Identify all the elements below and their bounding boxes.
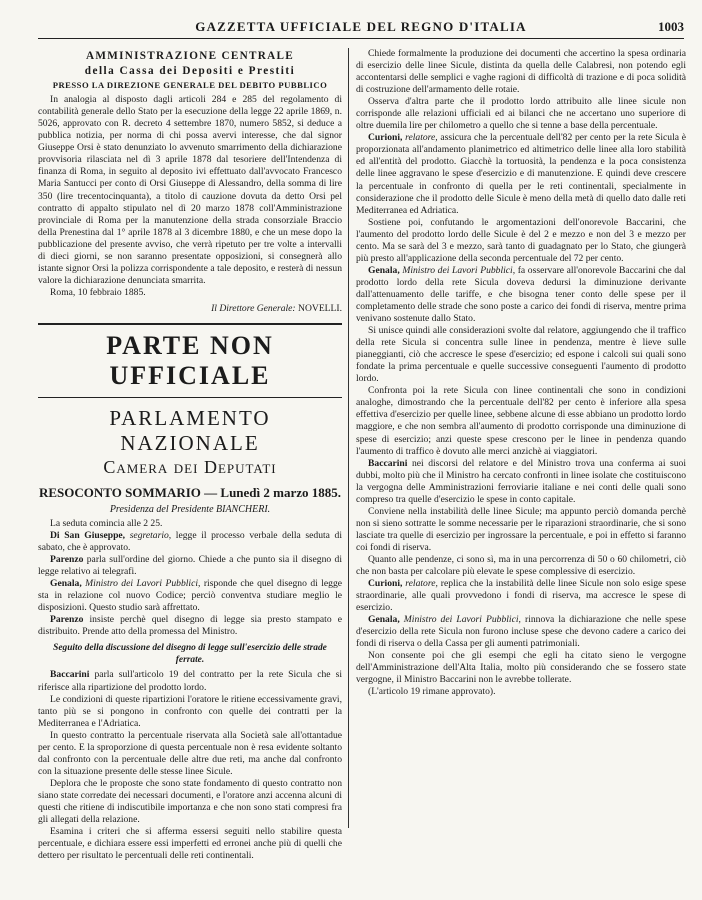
speaker-name: Baccarini <box>368 457 408 469</box>
paragraph <box>356 217 686 265</box>
paragraph-text: Confronta poi la rete Sicula con linee continentali che sono in condizioni analoghe, dimostrando che la percentuale dell'82 per cento è inferiore alla spesa effettiva d'esercizio per quelle linee, sebbene alcune di esse abbiano un prodotto lordo maggiore, e che non sembra all'aumento di prodotto corrisponde una diminuzione di spese di esercizio; anzi queste spese crescono per le linee in pendenza quando l'aumento di traffico è dovuto alle merci anzichè ai viaggiatori. <box>356 385 686 457</box>
paragraph <box>356 132 686 216</box>
speaker-name: Genala, <box>368 614 400 626</box>
paragraph-text: In questo contratto la percentuale riservata alla Società sale all'ottantadue per cento. E la sproporzione di questa percentuale non è resa evidente soltanto dal confronto con la percentuale delle altre due reti, ma anche dal confronto con la situazione presente delle stesse linee Sicule. <box>38 729 342 777</box>
paragraph-text: Conviene nella instabilità delle linee Sicule; ma appunto perciò domanda perchè non si sieno sottratte le somme necessarie per le riparazioni straordinarie, che si sono lasciate tra quelle di esercizio per ingrossare la percentuale, e poi in effetto si faranno coi fondi di riserva. <box>356 505 686 553</box>
paragraph <box>356 96 686 132</box>
speaker-role: Ministro dei Lavori Pubblici, <box>85 578 201 590</box>
paragraph <box>38 614 342 638</box>
speaker-role: Ministro dei Lavori Pubblici, <box>403 614 521 626</box>
paragraph <box>356 385 686 457</box>
speaker-role: Ministro dei Lavori Pubblici, <box>402 264 516 276</box>
presidency-line: Presidenza del Presidente BIANCHERI. <box>109 503 271 515</box>
paragraph-text: Sostiene poi, confutando le argomentazioni dell'onorevole Baccarini, che l'aumento del prodotto lordo delle Sicule è del 2 e mezzo e non del 3 e mezzo per cento. Ma se sarà del 3 e mezzo, sarà tanto di guadagnato per lo Stato, che giungerà più presto all'applicazione della seconda percentuale del 72 per cento. <box>356 216 686 264</box>
paragraph-text: Non consente poi che gli esempi che egli ha citato sieno le vergogne dell'Amministrazione dell'Alta Italia, molto più considerando che se fossero state vergogne, il Ministro Baccarini non le avrebbe tollerate. <box>356 650 686 686</box>
paragraph-text: Si unisce quindi alle considerazioni svolte dal relatore, aggiungendo che il traffico della rete Sicula si concentra sulle linee in pendenza, mentre è lieve sulle pianeggianti, ciò che accresce le spese d'esercizio; ed espone i calcoli sui quali sono fondate la prima percentuale e quelle successive conseguenti l'aumento di prodotto lordo. <box>356 325 686 385</box>
paragraph <box>38 669 342 693</box>
report-title: RESOCONTO SOMMARIO — Lunedì 2 marzo 1885. <box>38 484 342 500</box>
notice-heading-2: della Cassa dei Depositi e Prestiti <box>84 65 296 78</box>
signature-name: NOVELLI. <box>298 302 342 314</box>
paragraph-text: Osserva d'altra parte che il prodotto lordo attribuito alle linee sicule non corrisponde alle relazioni ufficiali ed ai bilanci che ne accertano uno superiore di oltre duemila lire per chilometro a quello che si tenne a base della percentuale. <box>356 96 686 132</box>
speaker-name: Baccarini <box>50 669 90 681</box>
paragraph <box>38 778 342 826</box>
paragraph-text: Quanto alle pendenze, ci sono sì, ma in una percorrenza di 50 o 60 chilometri, ciò che non basta per calcolare più elevate le spese complessive di esercizio. <box>356 553 686 578</box>
speaker-name: Genala, <box>368 264 400 276</box>
left-column <box>38 48 342 862</box>
proceedings-part-2 <box>38 669 342 862</box>
paragraph <box>356 265 686 325</box>
paragraph-text: nei discorsi del relatore e del Ministro trova una conferma ai suoi dubbi, molto più che il Ministro ha cercato confronti in linee isolate che costituiscono la vergogna delle Amministrazioni ferroviarie italiane e nei conti delle quali sono compreso tra quelle d'esercizio le spese in conto capitale. <box>356 457 686 505</box>
notice-signature <box>38 303 342 315</box>
paragraph-text: Esamina i criteri che si afferma essersi seguiti nello stabilire questa percentuale, e dichiara essere essi imperfetti ed erronei anche più di quelli che dettero per risultato le percentuali delle reti continentali. <box>38 826 342 862</box>
paragraph <box>356 48 686 96</box>
paragraph <box>356 650 686 686</box>
page-number: 1003 <box>658 19 684 34</box>
gazette-title: GAZZETTA UFFICIALE DEL REGNO D'ITALIA <box>195 19 527 34</box>
paragraph <box>38 530 342 554</box>
paragraph <box>356 614 686 650</box>
proceedings-part-1 <box>38 518 342 638</box>
signature-title: Il Direttore Generale: <box>211 302 296 314</box>
title-divider <box>38 397 342 398</box>
paragraph-text: La seduta comincia alle 2 25. <box>50 517 163 529</box>
paragraph <box>38 730 342 778</box>
speaker-name: Genala, <box>50 578 82 590</box>
paragraph <box>38 518 342 530</box>
paragraph <box>356 506 686 554</box>
paragraph-text: insiste perchè quel disegno di legge sia presto stampato e distribuito. Prende atto della promessa del Ministro. <box>38 614 342 638</box>
notice-heading-1: AMMINISTRAZIONE CENTRALE <box>85 50 295 62</box>
paragraph <box>356 686 686 698</box>
paragraph <box>38 554 342 578</box>
chamber-heading: Camera dei Deputati <box>103 456 277 477</box>
paragraph <box>356 578 686 614</box>
paragraph-text: parla sull'articolo 19 del contratto per la rete Sicula che si riferisce alla ripartizione del prodotto lordo. <box>38 669 342 693</box>
section-title: PARTE NON UFFICIALE <box>106 330 274 390</box>
notice-body: In analogia al disposto dagli articoli 284 e 285 del regolamento di contabilità generale dello Stato per la esecuzione della legge 22 aprile 1869, n. 5026, approvato con R. decreto 4 settembre 1870, numero 5852, si deduce a pubblica notizia, per norma di chi possa avervi interesse, che dal signor Giuseppe Orsi è stato denunziato lo avvenuto smarrimento della dichiarazione provvisoria rilasciata nel dì 3 aprile 1878 dal tesoriere dell'Intendenza di finanza di Roma, in seguito al deposito ivi effettuato dall'avvocato Francesco Maria Santucci per conto di Orsi Giuseppe di Alessandro, della somma di lire 350 (lire trecentocinquanta), a titolo di cauzione dovuta da detto Orsi pel contratto di appalto stipulato nel dì 20 marzo 1878 coll'Amministrazione provinciale di Roma per la manutenzione della strada consorziale Braccio della Prenestina dal 1° aprile 1878 al 3 dicembre 1880, e che un mese dopo la pubblicazione del presente avviso, che verrà ripetuto per tre volte a intervalli di dieci giorni, se non saranno presentate opposizioni, si consegnerà allo istante signor Orsi la polizza corrispondente a tale deposito, e resterà di nessun valore la dichiarazione denunciata smarrita. <box>38 94 342 286</box>
notice-heading-3: PRESSO LA DIREZIONE GENERALE DEL DEBITO PUBBLICO <box>52 80 328 91</box>
parliament-heading: PARLAMENTO NAZIONALE <box>109 405 271 455</box>
paragraph-text: Chiede formalmente la produzione dei documenti che accertino la spesa ordinaria di esercizio delle linee Sicule, distinta da quella delle Calabresi, non potendo egli accontentarsi delle semplici e vaghe ragioni di difficoltà di trazione e di poca solidità di costruzione dell'armamento delle rotaie. <box>356 48 686 96</box>
paragraph-text: fa osservare all'onorevole Baccarini che dal prodotto lordo della rete Sicula doveva dedursi la diminuzione derivante dall'attenuamento delle tariffe, e che bisogna tener conto delle spese per il completamento delle strade che sono poste a carico dei fondi di riserva, mentre prima venivano sostenute dallo Stato. <box>356 264 686 325</box>
paragraph <box>38 694 342 730</box>
section-divider <box>38 323 342 325</box>
speaker-role: relatore, <box>405 132 438 144</box>
proceedings-part-3 <box>356 48 686 699</box>
speaker-role: relatore, <box>405 578 438 590</box>
paragraph-text: risponde che quel disegno di legge sta in relazione col nuovo Codice; perciò conventva studiare meglio le disposizioni. Questo studio sarà affrettato. <box>38 578 342 614</box>
paragraph-text: legge il processo verbale della seduta di sabato, che è approvato. <box>38 530 342 554</box>
paragraph-text: Le condizioni di queste ripartizioni l'oratore le ritiene eccessivamente gravi, tanto più se si pongono in confronto con quelle dei contratti per la Mediterranea e l'Adriatica. <box>38 693 342 729</box>
speaker-name: Parenzo <box>50 614 84 626</box>
speaker-name: Di San Giuseppe, <box>50 530 126 542</box>
paragraph-text: assicura che la percentuale dell'82 per cento per la rete Sicula è proporzionata all'andamento planimetrico ed altimetrico delle linee alla loro stabilità ed all'entità del prodotto. Giacchè la tortuosità, la pendenza e la poca consistenza delle linee aggravano le spese d'esercizio e di manutenzione. E quindi deve crescere la percentuale in confronto di quella per le reti continentali, specialmente in considerazione che il prodotto delle Sicule è meno della metà di quello dato dalle reti Mediterranea ed Adriatica. <box>356 132 686 216</box>
paragraph <box>38 578 342 614</box>
right-column <box>356 48 686 699</box>
paragraph-text: replica che la instabilità delle linee Sicule non solo esige spese straordinarie, alle quali provvedono i fondi di riserva, ma accresce le spese di esercizio. <box>356 578 686 614</box>
speaker-name: Parenzo <box>50 554 84 566</box>
page-header <box>38 18 684 39</box>
notice-date: Roma, 10 febbraio 1885. <box>50 286 146 298</box>
paragraph-text: Deplora che le proposte che sono state fondamento di questo contratto non siano state corredate dei necessari documenti, e l'oratore anzi accenna alcuni di questi che ritiene di indiscutibile importanza e che non sono stati compresi fra gli allegati della relazione. <box>38 777 342 826</box>
paragraph-text: (L'articolo 19 rimane approvato). <box>368 686 496 698</box>
speaker-name: Curioni, <box>368 578 403 590</box>
paragraph <box>356 554 686 578</box>
column-divider <box>348 48 349 828</box>
speaker-name: Curioni, <box>368 132 403 144</box>
speaker-role: segretario, <box>129 530 172 542</box>
paragraph <box>38 826 342 862</box>
paragraph <box>356 458 686 506</box>
paragraph <box>356 325 686 385</box>
debate-subheading: Seguito della discussione del disegno di legge sull'esercizio delle strade ferrate. <box>53 643 327 665</box>
paragraph-text: rinnova la dichiarazione che nelle spese d'esercizio della rete Sicula non furono incluse spese che devono cadere a carico dei fondi di riserva o della Cassa per gli aumenti patrimoniali. <box>356 614 686 650</box>
paragraph-text: parla sull'ordine del giorno. Chiede a che punto sia il disegno di legge relativo ai telegrafi. <box>38 554 342 578</box>
